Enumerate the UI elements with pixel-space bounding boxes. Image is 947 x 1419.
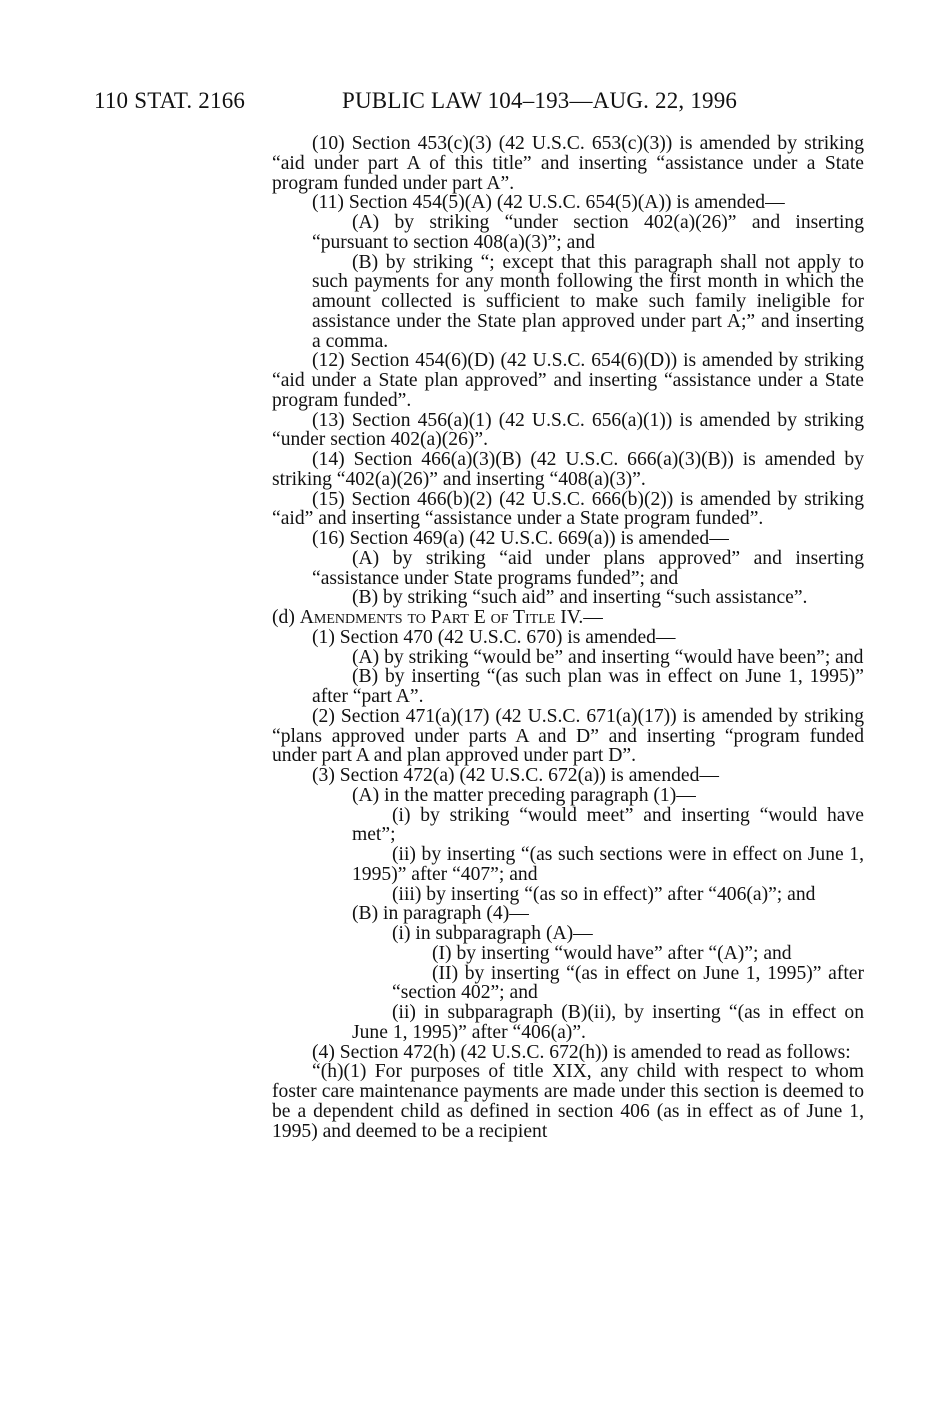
d-paragraph-3-b-clauses: [312, 924, 864, 1043]
page-title: PUBLIC LAW 104–193—AUG. 22, 1996: [342, 88, 738, 113]
paragraph-15: (15) Section 466(b)(2) (42 U.S.C. 666(b)(2)) is amended by striking “aid” and inserting “assistance under a State program funded”.: [272, 488, 864, 530]
d-paragraph-3-b: (B) in paragraph (4)—: [352, 903, 529, 925]
paragraph-11-subs: [272, 213, 864, 351]
d-paragraph-3-a: (A) in the matter preceding paragraph (1)—: [352, 784, 696, 806]
paragraph-11-a: (A) by striking “under section 402(a)(26)” and inserting “pursuant to section 408(a)(3)”; and: [312, 212, 864, 253]
d-paragraph-1-subs: [272, 648, 864, 707]
paragraph-16-b: (B) by striking “such aid” and inserting “such assistance”.: [352, 587, 808, 609]
page-reference: 110 STAT. 2166: [94, 88, 246, 113]
subsection-d-label: (d): [272, 607, 295, 628]
paragraph-16: (16) Section 469(a) (42 U.S.C. 669(a)) is amended—: [312, 528, 729, 549]
paragraph-10: (10) Section 453(c)(3) (42 U.S.C. 653(c)(3)) is amended by striking “aid under part A of this title” and inserting “assistance under a State program funded under part A”.: [272, 133, 864, 194]
d-paragraph-2: (2) Section 471(a)(17) (42 U.S.C. 671(a)(17)) is amended by striking “plans approved under parts A and D” and inserting “program funded under part A and plan approved under part D”.: [272, 705, 864, 767]
clause-b-i-subclauses: [352, 944, 864, 1003]
d-paragraph-1-a: (A) by striking “would be” and inserting “would have been”; and: [352, 646, 864, 668]
subsection-d-heading: [272, 608, 864, 628]
paragraph-12: (12) Section 454(6)(D) (42 U.S.C. 654(6)(D)) is amended by striking “aid under a State plan approved” and inserting “assistance under a State program funded”.: [272, 350, 864, 411]
d-paragraph-4: (4) Section 472(h) (42 U.S.C. 672(h)) is amended to read as follows:: [312, 1041, 851, 1063]
paragraph-16-a: (A) by striking “aid under plans approved” and inserting “assistance under State programs funded”; and: [312, 547, 864, 589]
document-body: [272, 134, 864, 1141]
subclause-II: (II) by inserting “(as in effect on June 1, 1995)” after “section 402”; and: [392, 962, 864, 1004]
quoted-h-1: “(h)(1) For purposes of title XIX, any child with respect to whom foster care maintenance payments are made under this section is deemed to be a dependent child as defined in section 406 (as in effect as of June 1, 1995) and deemed to be a recipient: [272, 1061, 864, 1142]
d-paragraph-1-b: (B) by inserting “(as such plan was in effect on June 1, 1995)” after “part A”.: [312, 666, 864, 707]
paragraph-11: (11) Section 454(5)(A) (42 U.S.C. 654(5)(A)) is amended—: [312, 192, 785, 214]
d-paragraph-3: (3) Section 472(a) (42 U.S.C. 672(a)) is amended—: [312, 765, 720, 786]
paragraph-14: (14) Section 466(a)(3)(B) (42 U.S.C. 666(a)(3)(B)) is amended by striking “402(a)(26)” and inserting “408(a)(3)”.: [272, 449, 864, 490]
paragraph-16-subs: [272, 549, 864, 608]
clause-b-ii: (ii) in subparagraph (B)(ii), by inserting “(as in effect on June 1, 1995)” after “406(a)”.: [352, 1002, 864, 1043]
subsection-d-caption: Amendments to Part E of Title IV.—: [299, 607, 603, 628]
clause-ii: (ii) by inserting “(as such sections were in effect on June 1, 1995)” after “407”; and: [352, 844, 864, 885]
paragraph-11-b: (B) by striking “; except that this paragraph shall not apply to such payments for any month following the first month in which the amount collected is sufficient to make such family ineligible for assistance under the State plan approved under part A;” and inserting a comma.: [312, 251, 864, 352]
subclause-I: (I) by inserting “would have” after “(A)”; and: [432, 942, 792, 964]
d-paragraph-3-a-clauses: [312, 806, 864, 905]
d-paragraph-3-subs: [272, 786, 864, 1043]
clause-iii: (iii) by inserting “(as so in effect)” after “406(a)”; and: [392, 883, 816, 905]
paragraph-13: (13) Section 456(a)(1) (42 U.S.C. 656(a)(1)) is amended by striking “under section 402(a)(26)”.: [272, 409, 864, 451]
clause-i: (i) by striking “would meet” and inserting “would have met”;: [352, 804, 864, 846]
d-paragraph-1: (1) Section 470 (42 U.S.C. 670) is amended—: [312, 626, 676, 648]
clause-b-i: (i) in subparagraph (A)—: [392, 923, 593, 944]
